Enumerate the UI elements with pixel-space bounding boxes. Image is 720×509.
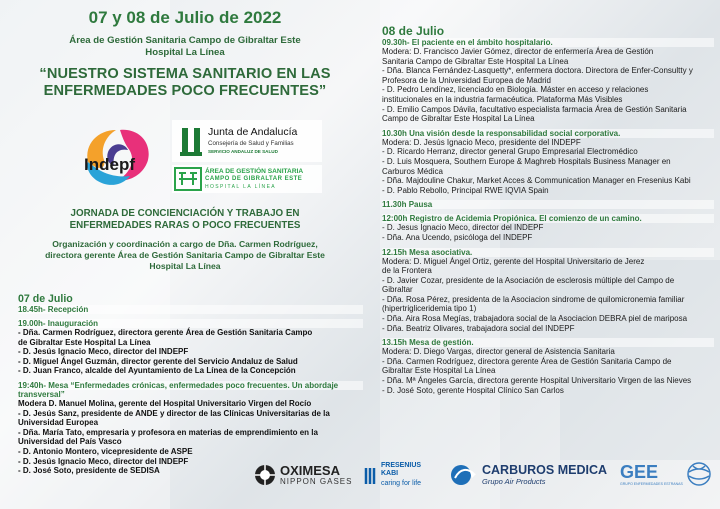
gee-name: GEE bbox=[620, 462, 659, 482]
session-line: - D. Antonio Montero, vicepresidente de ASPE bbox=[18, 446, 193, 456]
session-line: - D. Luis Mosquera, Southern Europe & Maghreb Hospitals Business Manager en bbox=[382, 156, 671, 166]
program-session bbox=[382, 38, 714, 124]
organizer-line: Hospital La Línea bbox=[145, 47, 225, 58]
session-heading: 19:40h- Mesa “Enfermedades crónicas, enfermedades poco frecuentes. Un abordaje bbox=[18, 381, 363, 390]
day2-program bbox=[382, 24, 714, 400]
junta-sub: SERVICIO ANDALUZ DE SALUD bbox=[208, 149, 278, 154]
session-line: Campo de Gibraltar Este Hospital La Línea bbox=[382, 114, 535, 124]
junta-emblem-icon bbox=[178, 124, 204, 158]
right-column bbox=[372, 0, 720, 509]
session-line: - Dña. Blanca Fernández-Lasquetty*, enfermera doctora. Directora de Enfer-Consultty y bbox=[382, 66, 693, 76]
program-session bbox=[382, 338, 714, 395]
jornada-heading bbox=[0, 208, 370, 232]
session-heading: 12.15h Mesa asociativa. bbox=[382, 248, 714, 257]
event-title-line: “NUESTRO SISTEMA SANITARIO EN LAS bbox=[39, 66, 331, 82]
session-line: de la Frontera bbox=[382, 266, 432, 276]
coordination-line: Hospital La Línea bbox=[149, 261, 221, 271]
session-line: - D. José Soto, presidente de SEDISA bbox=[18, 466, 160, 476]
day1-program bbox=[18, 293, 363, 481]
organizer-line: Área de Gestión Sanitaria Campo de Gibraltar Este bbox=[69, 35, 301, 46]
session-line: - D. Ricardo Herranz, director general Grupo Empresarial Electromédico bbox=[382, 147, 638, 157]
program-session bbox=[18, 305, 363, 314]
oximesa-logo bbox=[254, 464, 352, 486]
event-title bbox=[0, 66, 370, 100]
session-heading: 12:00h Registro de Acidemia Propiónica. El comienzo de un camino. bbox=[382, 214, 714, 223]
session-line: - Dña. Mª Ángeles García, directora gerente Hospital Universitario Virgen de las Nieves bbox=[382, 376, 692, 386]
session-line: Universidad Europea bbox=[18, 418, 99, 428]
area-gestion-line: HOSPITAL LA LÍNEA bbox=[205, 184, 277, 190]
session-line: - D. Juan Franco, alcalde del Ayuntamiento de La Línea de la Concepción bbox=[18, 366, 296, 376]
session-line: - Dña. Aira Rosa Megías, trabajadora social de la Asociacion DEBRA piel de mariposa bbox=[382, 314, 688, 324]
program-session bbox=[18, 319, 363, 376]
indepf-logo-text: Indepf bbox=[84, 155, 135, 174]
session-line: Modera: D. Miguel Ángel Ortiz, gerente del Hospital Universitario de Jerez bbox=[382, 256, 645, 266]
program-session bbox=[382, 129, 714, 196]
session-line: - D. Pedro Lendínez, licenciado en Biología. Máster en acceso y relaciones bbox=[382, 85, 649, 95]
session-line: - D. Miguel Ángel Guzmán, director gerente del Servicio Andaluz de Salud bbox=[18, 356, 298, 366]
fresenius-sub: KABI bbox=[381, 470, 399, 477]
session-line: Modera: D. Francisco Javier Gómez, director de enfermería Área de Gestión bbox=[382, 47, 654, 56]
sponsor-logos bbox=[250, 460, 720, 500]
session-heading: 19.00h- Inauguración bbox=[18, 319, 363, 328]
carburos-sub: Grupo Air Products bbox=[482, 477, 546, 486]
session-line: institucionales en la industria farmacéutica. Plataforma Más Visibles bbox=[382, 94, 623, 104]
session-heading: 10.30h Una visión desde la responsabilidad social corporativa. bbox=[382, 129, 714, 138]
fresenius-icon bbox=[364, 466, 378, 486]
oximesa-sub: NIPPON GASES bbox=[280, 477, 353, 486]
session-heading: transversal” bbox=[18, 389, 65, 399]
session-line: - Dña. Beatriz Olivares, trabajadora social del INDEPF bbox=[382, 323, 575, 333]
session-heading: 18.45h- Recepción bbox=[18, 305, 363, 314]
session-line: - Dña. Carmen Rodríguez, directora gerente Área de Gestión Sanitaria Campo de bbox=[382, 356, 672, 366]
day1-blocks bbox=[18, 305, 363, 476]
oximesa-name: OXIMESA bbox=[280, 463, 340, 478]
session-line: - Dña. Rosa Pérez, presidenta de la Asociacion sindrome de quilomicronemia familiar bbox=[382, 294, 685, 304]
session-line: de Gibraltar Este Hospital La Línea bbox=[18, 337, 151, 347]
coordination-line: directora gerente Área de Gestión Sanitaria Campo de Gibraltar Este bbox=[45, 250, 325, 260]
session-line: - Dña. María Tato, empresaria y profesora en materias de emprendimiento en la bbox=[18, 427, 318, 437]
session-line: - Dña. Majdouline Chakur, Market Acces & Communication Manager en Fresenius Kabi bbox=[382, 176, 691, 186]
session-line: - D. Emilio Campos Dávila, facultativo especialista farmacia Área de Gestión Sanitaria bbox=[382, 104, 687, 114]
session-line: - D. José Soto, gerente Hospital Clínico San Carlos bbox=[382, 385, 564, 395]
session-line: - D. Pablo Rebollo, Principal RWE IQVIA Spain bbox=[382, 185, 549, 195]
gee-sub: GRUPO ENFERMEDADES ESTRANAS bbox=[620, 482, 683, 486]
day1-title: 07 de Julio bbox=[18, 293, 73, 305]
area-gestion-logo bbox=[172, 165, 322, 193]
fresenius-logo bbox=[364, 462, 421, 490]
area-gestion-emblem-icon bbox=[174, 167, 202, 191]
session-line: Carburos Médica bbox=[382, 166, 443, 176]
gee-logo bbox=[620, 462, 711, 486]
program-session bbox=[382, 200, 714, 209]
program-session bbox=[382, 214, 714, 242]
junta-sub: Consejería de Salud y Familias bbox=[208, 140, 294, 147]
jornada-line: JORNADA DE CONCIENCIACIÓN Y TRABAJO EN bbox=[70, 208, 300, 219]
session-line: - D. Jesus Ignacio Meco, director del INDEPF bbox=[382, 223, 544, 233]
session-heading: 09.30h- El paciente en el ámbito hospitalario. bbox=[382, 38, 714, 47]
session-line: Modera: D. Jesús Ignacio Meco, presidente del INDEPF bbox=[382, 137, 581, 147]
fresenius-tag: caring for life bbox=[381, 480, 422, 487]
carburos-icon bbox=[450, 464, 480, 486]
session-line: Modera: D. Diego Vargas, director general de Asistencia Sanitaria bbox=[382, 347, 615, 357]
program-session bbox=[382, 248, 714, 334]
session-heading: 13.15h Mesa de gestión. bbox=[382, 338, 714, 347]
session-heading: 11.30h Pausa bbox=[382, 200, 714, 209]
carburos-logo bbox=[450, 464, 607, 486]
coordination-line: Organización y coordinación a cargo de Dña. Carmen Rodríguez, bbox=[52, 239, 318, 249]
session-line: Profesora de la Universidad Europea de Madrid bbox=[382, 75, 551, 85]
carburos-name: CARBUROS MEDICA bbox=[482, 463, 607, 477]
session-line: - D. Javier Cozar, presidente de la Asociación de esclerosis múltiple del Campo de bbox=[382, 275, 675, 285]
session-line: Gibraltar Este Hospital La Línea bbox=[382, 366, 496, 376]
jornada-line: ENFERMEDADES RARAS O POCO FRECUENTES bbox=[69, 220, 301, 231]
day2-title: 08 de Julio bbox=[382, 24, 445, 38]
coordination-text bbox=[0, 239, 370, 272]
junta-name: Junta de Andalucía bbox=[208, 126, 298, 138]
junta-andalucia-logo bbox=[172, 120, 322, 162]
day2-blocks bbox=[382, 38, 714, 395]
area-gestion-line: ÁREA DE GESTIÓN SANITARIA bbox=[205, 168, 304, 175]
session-line: - D. Jesús Ignacio Meco, director del INDEPF bbox=[18, 347, 189, 357]
area-gestion-line: CAMPO DE GIBRALTAR ESTE bbox=[205, 176, 303, 182]
oximesa-icon bbox=[254, 464, 276, 486]
session-line: - D. Jesús Ignacio Meco, director del INDEPF bbox=[18, 456, 189, 466]
event-title-line: ENFERMEDADES POCO FRECUENTES” bbox=[43, 83, 327, 99]
session-line: Gibraltar bbox=[382, 285, 413, 295]
indepf-logo bbox=[78, 122, 162, 194]
gee-globe-icon bbox=[687, 462, 711, 486]
session-line: (hipertrigliceridemia tipo 1) bbox=[382, 304, 477, 314]
session-line: Universidad del País Vasco bbox=[18, 437, 122, 447]
event-date: 07 y 08 de Julio de 2022 bbox=[88, 8, 282, 27]
session-line: Sanitaria Campo de Gibraltar Este Hospital La Línea bbox=[382, 56, 569, 66]
fresenius-name: FRESENIUS bbox=[381, 462, 422, 469]
session-line: - Dña. Carmen Rodríguez, directora gerente Área de Gestión Sanitaria Campo bbox=[18, 328, 313, 337]
session-line: - Dña. Ana Ucendo, psicóloga del INDEPF bbox=[382, 232, 533, 242]
session-line: - D. Jesús Sanz, presidente de ANDE y director de las Clínicas Universitarias de la bbox=[18, 408, 330, 418]
session-line: Modera D. Manuel Molina, gerente del Hospital Universitario Virgen del Rocío bbox=[18, 398, 312, 408]
